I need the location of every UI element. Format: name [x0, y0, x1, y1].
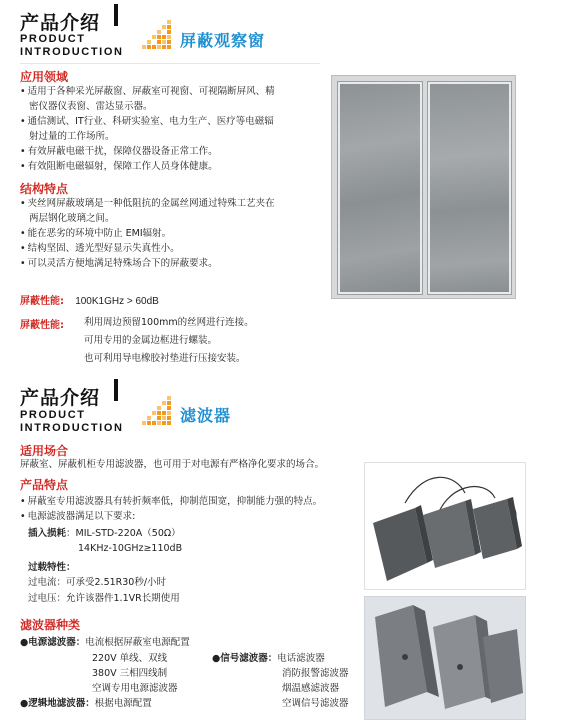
app-item: 密仪器仪表窗、雷达显示器。: [29, 101, 153, 112]
title-divider: [114, 379, 118, 401]
perf2-line: 可用专用的金属边框进行螺装。: [84, 335, 218, 346]
logo-square: [157, 30, 161, 34]
signal-lines: [282, 666, 349, 711]
section1-zh-title: 产品介绍: [20, 12, 101, 34]
logo-square: [152, 45, 156, 49]
cable: [405, 477, 465, 503]
app-item: 射过量的工作场所。: [29, 131, 115, 142]
logo-square: [167, 20, 171, 24]
insert-row: [28, 526, 181, 541]
insert-value: ：MIL-STD-220A（50Ω）: [66, 528, 181, 539]
logo-square: [167, 411, 171, 415]
logo-square: [147, 416, 151, 420]
power-line: 空调专用电源滤波器: [92, 683, 178, 694]
logo-square: [162, 40, 166, 44]
terminal: [457, 664, 463, 670]
overcurrent: 过电流：可承受2.51R30秒/小时: [28, 577, 167, 588]
logo-square: [167, 30, 171, 34]
pixel-logo-icon: [137, 18, 177, 52]
logo-square: [167, 406, 171, 410]
logo-square: [157, 40, 161, 44]
logo-square: [167, 40, 171, 44]
glass-pane-left: [338, 82, 422, 294]
terminal: [402, 654, 408, 660]
logo-square: [167, 396, 171, 400]
insert-value2: 14KHz-10GHz≥110dB: [78, 543, 183, 554]
logo-square: [162, 25, 166, 29]
feat-item: • 电源滤波器满足以下要求:: [20, 509, 360, 524]
section1-product-name: 屏蔽观察窗: [180, 31, 266, 50]
glass-pane-right: [428, 82, 511, 294]
use-heading: 适用场合: [20, 444, 69, 458]
logo-square: [167, 45, 171, 49]
app-item: • 通信测试、IT行业、科研实验室、电力生产、医疗等电磁辐: [20, 114, 325, 129]
struct-item: • 能在恶劣的环境中防止 EMI辐射。: [20, 226, 325, 241]
perf-label: 屏蔽性能:: [20, 296, 64, 307]
logo-square: [157, 416, 161, 420]
logic-label: ●逻辑地滤波器：: [20, 698, 95, 709]
logo-square: [152, 35, 156, 39]
logo-square: [157, 421, 161, 425]
perf2-line: 也可利用导电橡胶衬垫进行压接安装。: [84, 353, 246, 364]
perf-value: 100K1GHz > 60dB: [75, 296, 159, 307]
logo-square: [167, 401, 171, 405]
section2-zh-title: 产品介绍: [20, 387, 101, 409]
logo-square: [147, 45, 151, 49]
signal-label: ●信号滤波器：: [212, 653, 278, 664]
pixel-logo-icon: [137, 394, 177, 428]
logo-square: [162, 411, 166, 415]
feat-item: • 屏蔽室专用滤波器具有转折频率低，抑制范围宽，抑制能力强的特点。: [20, 494, 360, 509]
power-desc: 电流根据屏蔽室电源配置: [85, 637, 190, 648]
logo-square: [147, 421, 151, 425]
logo-square: [162, 421, 166, 425]
power-row: [20, 635, 190, 650]
power-line: 380V 三相四线制: [92, 668, 168, 679]
logo-square: [147, 40, 151, 44]
perf-row: [20, 292, 159, 307]
struct-heading: 结构特点: [20, 182, 69, 196]
perf2-lines: [84, 315, 254, 366]
perf2-line: 利用周边预留100mm的丝网进行连接。: [84, 317, 254, 328]
feat-heading: 产品特点: [20, 478, 69, 492]
overload-label: 过载特性：: [28, 562, 76, 573]
section1-en-line2: INTRODUCTION: [20, 46, 124, 58]
section2-product-name: 滤波器: [180, 406, 232, 425]
section1-en-line1: PRODUCT: [20, 33, 86, 45]
struct-item: • 结构坚固、透光型好显示失真性小。: [20, 241, 325, 256]
power-line: 220V 单线、双线: [92, 653, 168, 664]
logo-square: [157, 406, 161, 410]
struct-list: [20, 196, 325, 271]
signal-line: 电话滤波器: [277, 653, 325, 664]
logo-square: [162, 35, 166, 39]
app-heading: 应用领域: [20, 70, 69, 84]
logo-square: [167, 416, 171, 420]
power-lines: [92, 651, 178, 696]
title-divider: [114, 4, 118, 26]
use-text: 屏蔽室、屏蔽机柜专用滤波器，也可用于对电源有严格净化要求的场合。: [20, 459, 325, 470]
app-item: • 有效屏蔽电磁干扰，保障仪器设备正常工作。: [20, 144, 325, 159]
types-heading: 滤波器种类: [20, 618, 81, 632]
logo-square: [152, 421, 156, 425]
logo-square: [142, 421, 146, 425]
logo-square: [162, 401, 166, 405]
filter-cabinets-illustration: [365, 597, 525, 719]
overvoltage: 过电压：允许该器件1.1VR长期使用: [28, 593, 180, 604]
section2-en-line1: PRODUCT: [20, 409, 86, 421]
filter-boxes-illustration: [365, 463, 525, 589]
logo-square: [162, 45, 166, 49]
logo-square: [157, 35, 161, 39]
logo-square: [157, 45, 161, 49]
logo-square: [142, 45, 146, 49]
power-label: ●电源滤波器：: [20, 637, 86, 648]
logo-square: [167, 421, 171, 425]
section2-en-line2: INTRODUCTION: [20, 422, 124, 434]
logo-square: [167, 25, 171, 29]
logic-row: [20, 696, 152, 711]
signal-row: [212, 651, 325, 666]
logo-square: [157, 411, 161, 415]
struct-item: • 夹丝网屏蔽玻璃是一种低阻抗的金属丝网通过特殊工艺夹在: [20, 196, 325, 211]
struct-item: 两层钢化玻璃之间。: [29, 213, 115, 224]
shield-window-photo: [331, 75, 516, 299]
logo-square: [167, 35, 171, 39]
logo-square: [152, 411, 156, 415]
feat-list: [20, 494, 360, 524]
signal-line: 消防报警滤波器: [282, 668, 349, 679]
filter-photo-bottom: [364, 596, 526, 720]
divider: [20, 63, 320, 64]
signal-line: 空调信号滤波器: [282, 698, 349, 709]
app-item: • 有效阻断电磁辐射，保障工作人员身体健康。: [20, 159, 325, 174]
app-list: [20, 84, 325, 174]
signal-line: 烟温感滤波器: [282, 683, 340, 694]
logo-square: [162, 416, 166, 420]
struct-item: • 可以灵活方便地满足特殊场合下的屏蔽要求。: [20, 256, 325, 271]
perf2-label: 屏蔽性能:: [20, 320, 64, 331]
insert-label: 插入损耗: [28, 528, 67, 539]
logic-desc: 根据电源配置: [94, 698, 152, 709]
app-item: • 适用于各种采光屏蔽窗、屏蔽室可视窗、可视隔断屏风、精: [20, 84, 325, 99]
filter-photo-top: [364, 462, 526, 590]
